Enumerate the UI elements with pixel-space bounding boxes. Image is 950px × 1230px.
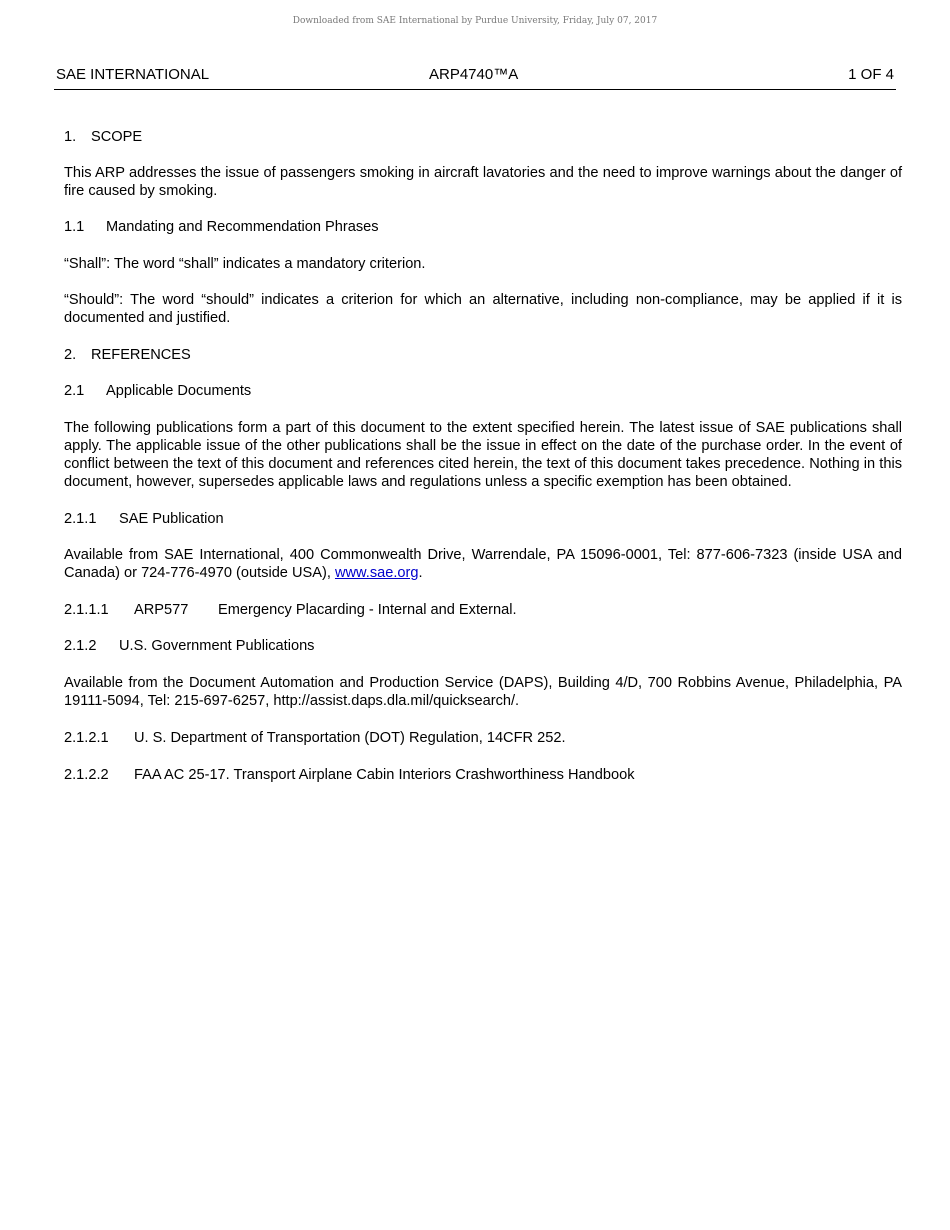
- section-title: REFERENCES: [91, 347, 191, 363]
- section-gov-publications-heading: [64, 637, 902, 655]
- sae-website-link[interactable]: www.sae.org: [334, 565, 419, 581]
- section-number: 2.1.2.2: [64, 767, 109, 783]
- header-document-number: ARP4740™A: [429, 66, 519, 83]
- section-references-heading: [64, 346, 902, 364]
- sae-publication-paragraph: [64, 546, 902, 582]
- section-scope-heading: [64, 128, 902, 146]
- section-number: 2.1.2: [64, 638, 97, 654]
- section-phrases-heading: [64, 218, 902, 236]
- reference-code: ARP577: [134, 602, 189, 618]
- reference-title: Emergency Placarding - Internal and External.: [218, 602, 517, 618]
- section-sae-publication-heading: [64, 510, 902, 528]
- scope-paragraph: This ARP addresses the issue of passengers smoking in aircraft lavatories and the need to improve warnings about the danger of fire caused by smoking.: [64, 165, 902, 199]
- section-number: 2.1.1: [64, 511, 97, 527]
- shall-paragraph: “Shall”: The word “shall” indicates a mandatory criterion.: [64, 256, 426, 272]
- applicable-docs-paragraph: The following publications form a part of this document to the extent specified herein. The latest issue of SAE publications shall apply. The applicable issue of the other publications shall be the issue in effect on the date of the purchase order. In the event of conflict between the text of this document and references cited herein, the text of this document takes precedence. Nothing in this document, however, supersedes applicable laws and regulations unless a specific exemption has been obtained.: [64, 420, 902, 490]
- sentence-period: .: [418, 565, 423, 581]
- section-title: Applicable Documents: [106, 383, 252, 399]
- header-rule: [54, 89, 896, 90]
- should-paragraph: “Should”: The word “should” indicates a criterion for which an alternative, including non-compliance, may be applied if it is documented and justified.: [64, 292, 902, 326]
- section-number: 1.1: [64, 219, 85, 235]
- reference-arp577: [64, 601, 902, 619]
- section-number: 2.: [64, 347, 77, 363]
- reference-title: U. S. Department of Transportation (DOT) Regulation, 14CFR 252.: [134, 730, 566, 746]
- gov-publications-paragraph: Available from the Document Automation and Production Service (DAPS), Building 4/D, 700 Robbins Avenue, Philadelphia, PA 19111-5094, Tel: 215-697-6257, http://assist.daps.dla.mil/quicksearch/.: [64, 675, 902, 709]
- download-watermark: Downloaded from SAE International by Purdue University, Friday, July 07, 2017: [292, 16, 658, 26]
- header-organization: SAE INTERNATIONAL: [56, 66, 210, 83]
- page-header: [56, 66, 894, 86]
- section-title: SAE Publication: [119, 511, 224, 527]
- section-applicable-docs-heading: [64, 382, 902, 400]
- document-body: [64, 126, 902, 784]
- section-number: 2.1.2.1: [64, 730, 109, 746]
- reference-title: FAA AC 25-17. Transport Airplane Cabin Interiors Crashworthiness Handbook: [134, 767, 635, 783]
- section-number: 2.1.1.1: [64, 602, 109, 618]
- reference-dot-regulation: [64, 729, 902, 747]
- section-number: 2.1: [64, 383, 85, 399]
- section-title: U.S. Government Publications: [119, 638, 315, 654]
- reference-faa-ac: [64, 766, 902, 784]
- section-number: 1.: [64, 129, 77, 145]
- header-page-indicator: 1 OF 4: [848, 66, 894, 83]
- section-title: SCOPE: [91, 129, 143, 145]
- sae-publication-text: Available from SAE International, 400 Commonwealth Drive, Warrendale, PA 15096-0001, Tel: 877-606-7323 (inside USA and Canada) or 724-776-4970 (outside USA),: [64, 547, 902, 581]
- section-title: Mandating and Recommendation Phrases: [106, 219, 379, 235]
